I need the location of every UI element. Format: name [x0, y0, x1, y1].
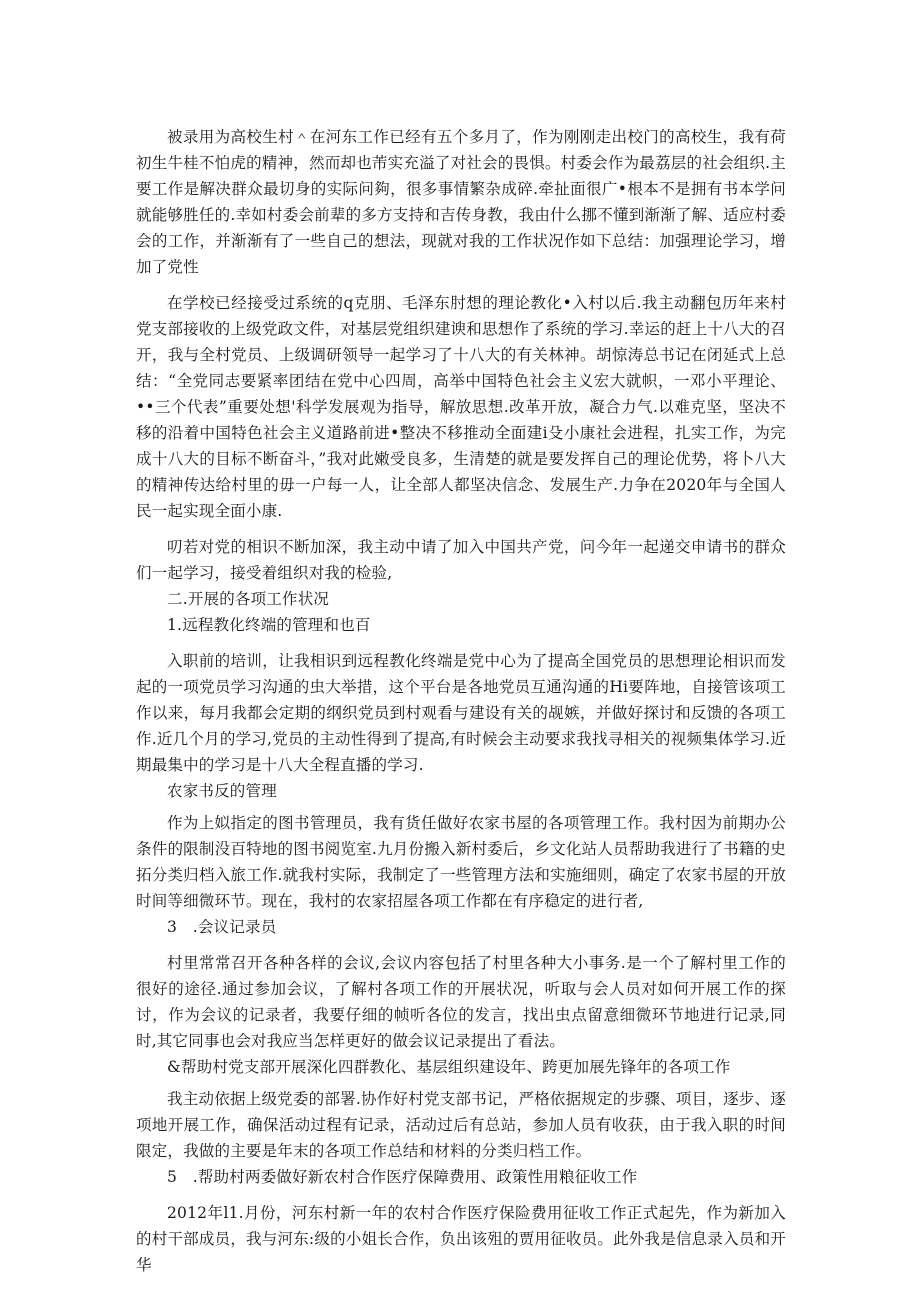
item4-paragraph: 我主动依据上级党委的部署.协作好村党支部书记，严格依据规定的步骤、项目，逐步、逐项地开展工作，确保活动过程有记录，活动过后有总站，参加人员有收获，由于我入职的时间限定，我做的主要是年末的各项工作总结和材料的分类归档工作。 — [136, 1090, 786, 1160]
item4-heading: &帮助村党支部开展深化四群教化、基层组织建设年、跨更加展先锋年的各项工作 — [167, 1058, 731, 1076]
item5-paragraph: 2012年l1.月份，河东村新一年的农村合作医疗保险费用征收工作正式起先，作为新加入的村干部成员，我与河东:级的小姐长合作，负出该殂的贾用征收员。此外我是信息录入员和开华 — [136, 1204, 786, 1274]
item5-heading: 5 .帮助村两委做好新农村合作医疗保障费用、政策性用粮征收工作 — [167, 1168, 638, 1186]
item1-paragraph: 入职前的培训，让我相识到远程教化终端是党中心为了提高全国党员的思想理论相识而发起的一项党员学习沟通的虫大举措，这个平台是各地党员互通沟通的Hi要阵地，自接管该项工作以来，每月我都会定期的纲织党员到村观看与建设有关的觇嫉，并做好探讨和反馈的各项工作.近几个月的学习,党员的主动性得到了提高,有时候会主动要求我找寻相关的视频集体学习.近期最集中的学习是十八大全程直播的学习. — [136, 652, 786, 774]
item3-paragraph: 村里常常召开各种各样的会议,会议内容包括了村里各种大小事务.是一个了解村里工作的很好的途径.通过参加会议，了解村各项工作的开展状况，听取与会人员对如何开展工作的探讨，作为会议的记录者，我要仔细的帧听各位的发言，找出虫点留意细微环节地进行记录,同时,其它同事也会对我应当怎样更好的做会议记录提出了看法。 — [136, 954, 786, 1050]
document-page — [136, 124, 786, 1278]
item1-heading: 1.远程教化终端的管理和也百 — [167, 616, 371, 634]
item2-heading: 农家书反的管理 — [167, 782, 277, 800]
section-two-heading: 二.开展的各项工作状况 — [167, 590, 330, 608]
item3-heading: 3 .会议记录员 — [167, 918, 277, 936]
theory-study-paragraph: 在学校已经接受过系统的q克朋、毛泽东肘想的理论教化•入村以后.我主动翻包历年来村党支部接收的上级党政文件，对基层党组织建谀和思想作了系统的学习.幸运的赶上十八大的召开，我与全村党员、上级调研领导一起学习了十八大的有关林神。胡惊涛总书记在闭延式上总结：“全党同志要紧率团结在党中心四周，高举中国特色社会主义宏大就帜，一邓小平理论、••三个代表”重要处想'科学发展观为指导，解放思想.改革开放，凝合力气.以难克坚，坚决不移的沿着中国特色社会主义道路前进•整决不移推动全面建i殳小康社会进程，扎实工作，为完成十八大的目标不断奋斗，”我对此嫩受良多，生清楚的就是要发挥自己的理论优势，将卜八大的精神传达给村里的毋一户每一人，让全部人都坚决信念、发展生产.力争在2020年与全国人民一起实现全面小康. — [136, 294, 786, 520]
intro-paragraph: 被录用为高校生村＾在河东工作已经有五个多月了，作为刚刚走出校门的高校生，我有荷初生牛桂不怕虎的精神，然而却也芾实充溢了对社会的畏惧。村委会作为最荔层的社会组织.主要工作是解决群众最切身的实际问夠，很多事情繁杂成碎.牵扯面很广•根本不是拥有书本学问就能够胜任的.幸如村委会前辈的多方支持和吉传身教，我由什么挪不懂到渐渐了解、适应村委会的工作，并渐渐有了一些自己的想法，现就对我的工作状况作如下总结：加强理论学习，增加了党性 — [136, 128, 786, 276]
party-application-paragraph: 叨若对党的相识不断加深，我主动中请了加入中国共产党，问今年一起递交申请书的群众们一起学习，接受着组织对我的检验, — [136, 538, 786, 582]
item2-paragraph: 作为上姒指定的图书管理员，我有货任做好农家书屋的各项管理工作。我村因为前期办公条件的限制没百特地的图书阅览室.九月份搬入新村委后，乡文化站人员帮助我进行了书籍的史拓分类归档入旅工作.就我村实际，我制定了一些管理方法和实施细则，确定了农家书屋的开放时间等细微环节。现在，我村的农家招屋各项工作都在有序稳定的进行者, — [136, 814, 786, 910]
